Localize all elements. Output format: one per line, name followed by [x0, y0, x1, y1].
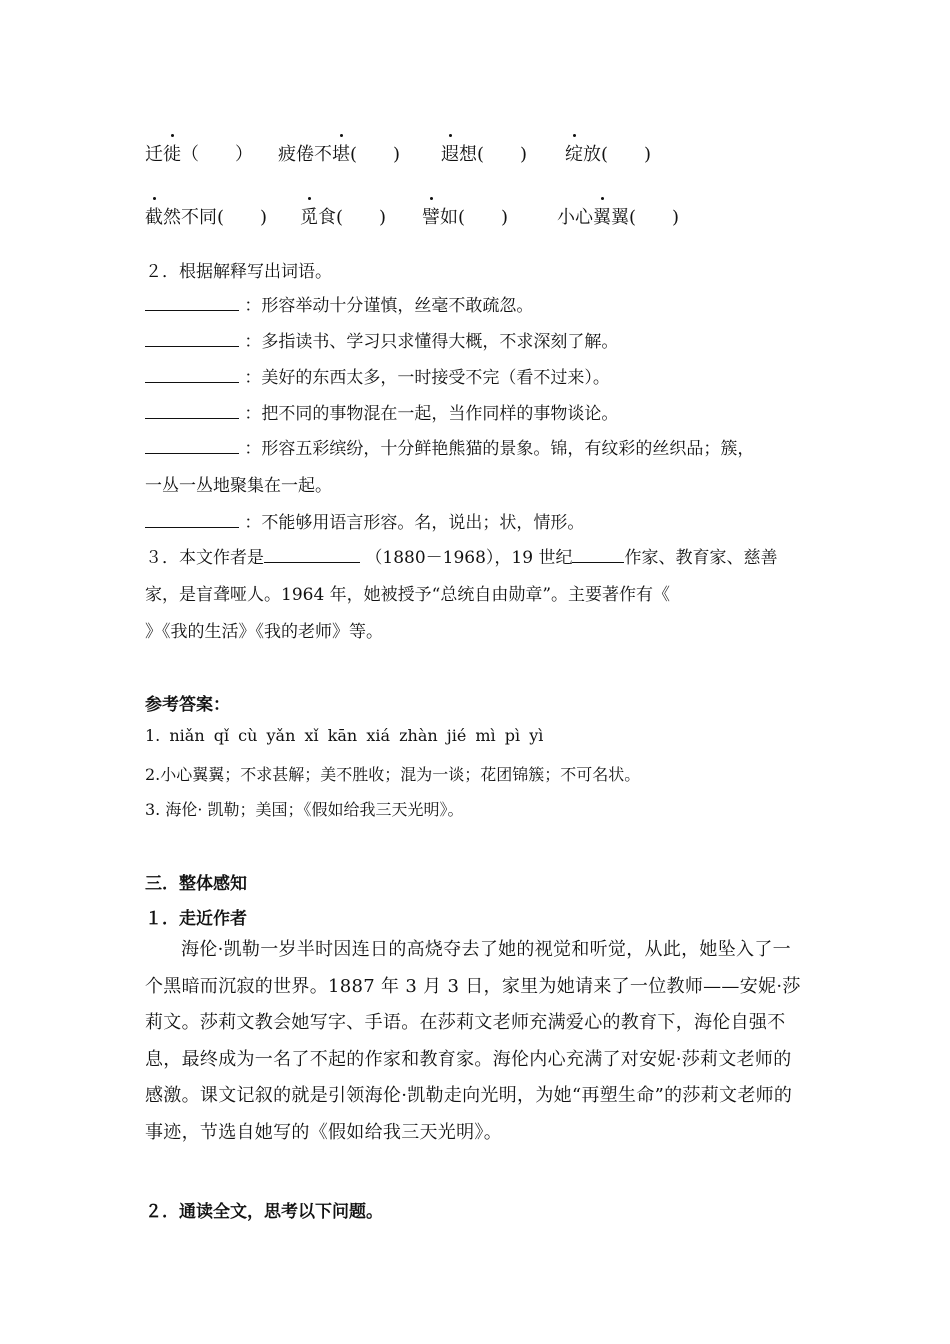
word-item: 小心翼翼( ) [557, 203, 679, 229]
definition-continuation: 一丛一丛地聚集在一起。 [145, 476, 332, 496]
definition-item: ：多指读书、学习只求懂得大概，不求深刻了解。 [145, 327, 618, 352]
answer-line-1: 1. niǎn qǐ cù yǎn xǐ kān xiá zhàn jié mì pì yì [145, 726, 544, 745]
definition-item: ：不能够用语言形容。名，说出；状，情形。 [145, 508, 584, 533]
answer-blank[interactable] [145, 366, 239, 383]
answer-blank[interactable] [572, 546, 624, 563]
word-item: 遐想( ) [441, 140, 527, 166]
answer-blank[interactable] [145, 402, 239, 419]
word-item: 疲倦不堪( ) [278, 140, 400, 166]
answer-line-3: 3. 海伦· 凯勒；美国；《假如给我三天光明》。 [145, 800, 464, 819]
word-item: 觅食( ) [300, 203, 386, 229]
definition-item: ：形容举动十分谨慎，丝毫不敢疏忽。 [145, 291, 533, 316]
section-heading: 三．整体感知 [145, 874, 247, 894]
answer-blank[interactable] [145, 330, 239, 347]
answer-blank[interactable] [264, 546, 360, 563]
word-item: 迁徙（ ） [145, 140, 253, 166]
subsection-heading: １．走近作者 [145, 909, 247, 929]
subsection-heading: ２．通读全文，思考以下问题。 [145, 1202, 383, 1222]
definition-item: ：美好的东西太多，一时接受不完（看不过来）。 [145, 363, 610, 388]
definition-item: ：形容五彩缤纷，十分鲜艳熊猫的景象。锦，有纹彩的丝织品；簇， [145, 434, 754, 459]
definition-item: ：把不同的事物混在一起，当作同样的事物谈论。 [145, 399, 618, 424]
question-3-line-2: 家，是盲聋哑人。1964 年，她被授予“总统自由勋章”。主要著作有《 [145, 585, 671, 605]
word-item: 绽放( ) [565, 140, 651, 166]
word-item: 譬如( ) [422, 203, 508, 229]
answer-blank[interactable] [145, 437, 239, 454]
question-3-line-1: ３．本文作者是 （1880－1968），19 世纪 作家、教育家、慈善 [145, 548, 778, 568]
answer-blank[interactable] [145, 511, 239, 528]
answers-title: 参考答案： [145, 695, 230, 715]
answer-blank[interactable] [145, 294, 239, 311]
answer-line-2: 2.小心翼翼；不求甚解；美不胜收；混为一谈；花团锦簇；不可名状。 [145, 765, 641, 784]
question-3-line-3: 》《我的生活》《我的老师》等。 [145, 622, 383, 642]
word-item: 截然不同( ) [145, 203, 267, 229]
author-paragraph: 海伦·凯勒一岁半时因连日的高烧夺去了她的视觉和听觉，从此，她坠入了一个黑暗而沉寂的世界。1887 年 3 月 3 日，家里为她请来了一位教师——安妮·莎莉文。莎莉文教会她写字、手语。在莎莉文老师充满爱心的教育下，海伦自强不息，最终成为一名了不起的作家和教育家。海伦内心充满了对安妮·莎莉文老师的感激。课文记叙的就是引领海伦·凯勒走向光明，为她“再塑生命”的莎莉文老师的事迹，节选自她写的《假如给我三天光明》。 [145, 939, 801, 1143]
question-2-title: ２．根据解释写出词语。 [145, 262, 332, 282]
